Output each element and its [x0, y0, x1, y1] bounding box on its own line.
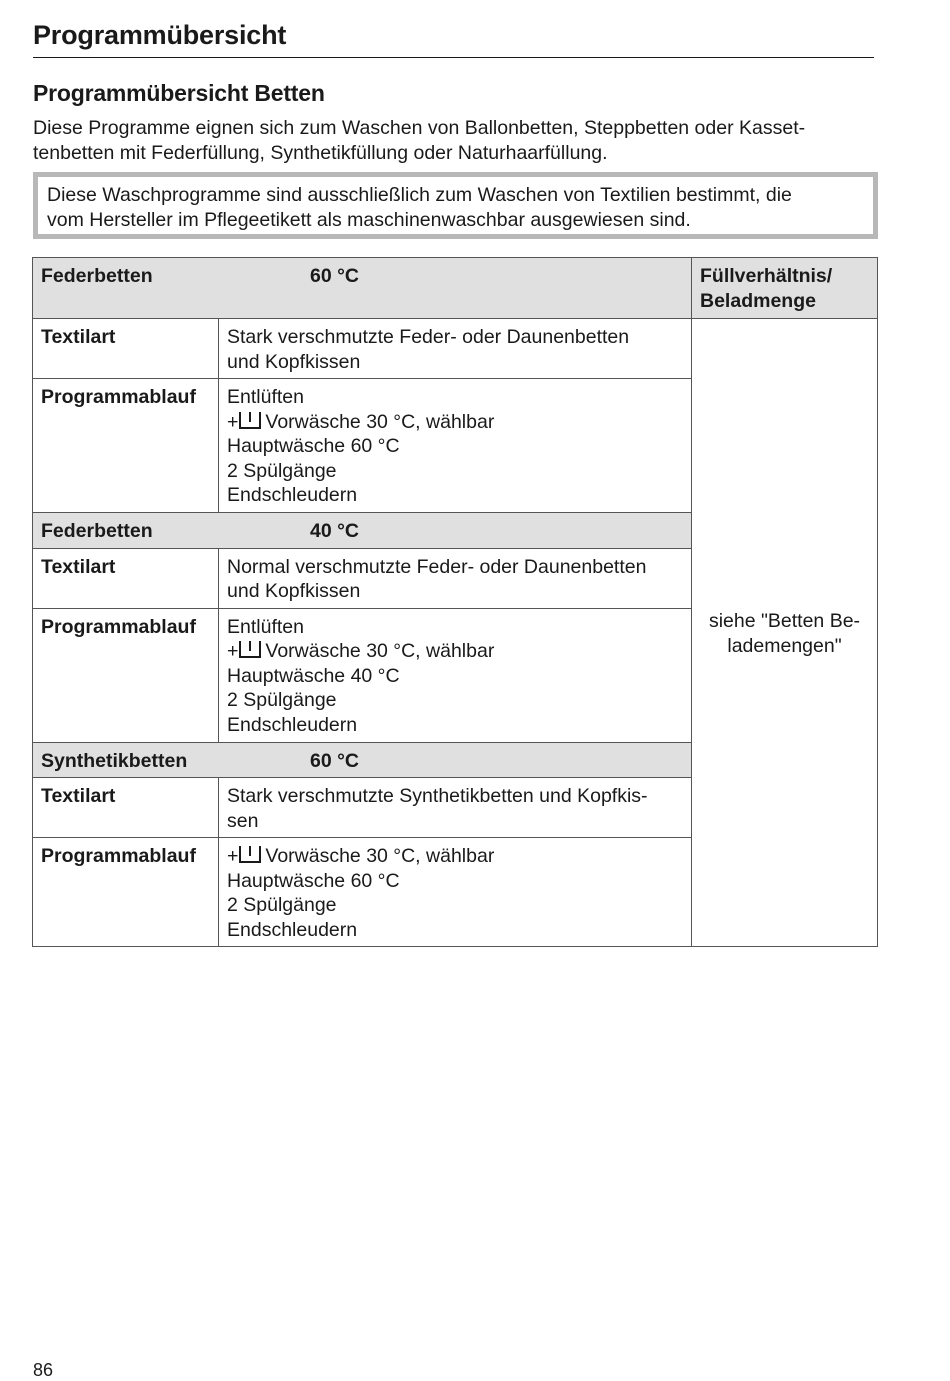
notice-line: Diese Waschprogramme sind ausschließlich zum Waschen von Textilien bestimmt, die [47, 184, 792, 206]
program-temperature: 60 °C [310, 265, 359, 287]
program-sequence [219, 608, 692, 742]
textile-line: und Kopfkissen [227, 350, 361, 373]
step-prewash [227, 844, 683, 869]
row-label: Textilart [33, 548, 219, 608]
textile-line: Stark verschmutzte Feder- oder Daunenbetten [227, 326, 630, 348]
row-label: Programmablauf [33, 838, 219, 947]
intro-line: tenbetten mit Federfüllung, Synthetikfüllung oder Naturhaarfüllung. [33, 141, 608, 164]
page-title: Programmübersicht [33, 20, 874, 58]
textile-line: sen [227, 809, 259, 832]
step-text: Vorwäsche 30 °C, wählbar [265, 845, 495, 867]
step: 2 Spülgänge [227, 894, 337, 916]
plus-sign: + [227, 640, 239, 662]
textile-description [219, 319, 692, 379]
step: 2 Spülgänge [227, 459, 337, 482]
prewash-tub-icon [238, 844, 262, 864]
textile-description [219, 778, 692, 838]
textile-line: und Kopfkissen [227, 580, 361, 602]
step: Endschleudern [227, 484, 358, 506]
table-row [33, 319, 878, 379]
program-sequence [219, 838, 692, 947]
program-header [33, 513, 692, 549]
step-prewash [227, 410, 683, 435]
plus-sign: + [227, 410, 239, 433]
row-label: Textilart [33, 778, 219, 838]
load-value [692, 319, 878, 947]
notice-line: vom Hersteller im Pflegeetikett als maschinenwaschbar ausgewiesen sind. [47, 208, 691, 231]
program-name: Synthetikbetten [41, 749, 188, 772]
step: Hauptwäsche 60 °C [227, 435, 400, 457]
step: Endschleudern [227, 713, 358, 736]
textile-line: Normal verschmutzte Feder- oder Daunenbetten [227, 555, 647, 578]
row-label: Programmablauf [33, 379, 219, 513]
program-temperature: 60 °C [310, 749, 359, 772]
program-temperature: 40 °C [310, 520, 359, 542]
textile-description [219, 548, 692, 608]
step: Entlüften [227, 386, 304, 408]
intro-line: Diese Programme eignen sich zum Waschen von Ballonbetten, Steppbetten oder Kasset- [33, 117, 806, 139]
program-header-row [33, 258, 878, 319]
program-header [33, 258, 692, 319]
row-label: Programmablauf [33, 608, 219, 742]
step: Hauptwäsche 40 °C [227, 664, 400, 687]
load-header [692, 258, 878, 319]
step-text: Vorwäsche 30 °C, wählbar [265, 640, 495, 662]
plus-sign: + [227, 845, 239, 867]
load-header-line: Füllverhältnis/ [700, 265, 833, 287]
step-prewash [227, 639, 683, 664]
prewash-tub-icon [238, 410, 262, 430]
program-header [33, 742, 692, 778]
program-name: Federbetten [41, 265, 153, 287]
program-sequence [219, 379, 692, 513]
prewash-tub-icon [238, 639, 262, 659]
load-value-line: siehe "Betten Be- [708, 610, 861, 632]
intro-paragraph [33, 116, 878, 165]
program-name: Federbetten [41, 520, 153, 542]
load-value-line: lademengen" [727, 634, 842, 657]
step-text: Vorwäsche 30 °C, wählbar [265, 410, 495, 433]
program-table [32, 257, 878, 947]
textile-line: Stark verschmutzte Synthetikbetten und Kopfkis- [227, 785, 648, 807]
step: Hauptwäsche 60 °C [227, 869, 400, 892]
load-header-line: Beladmenge [700, 289, 816, 312]
step: 2 Spülgänge [227, 689, 337, 711]
notice-box [33, 172, 878, 239]
row-label: Textilart [33, 319, 219, 379]
section-title: Programmübersicht Betten [33, 80, 325, 106]
step: Endschleudern [227, 918, 358, 941]
page-number: 86 [33, 1360, 54, 1380]
step: Entlüften [227, 615, 304, 638]
